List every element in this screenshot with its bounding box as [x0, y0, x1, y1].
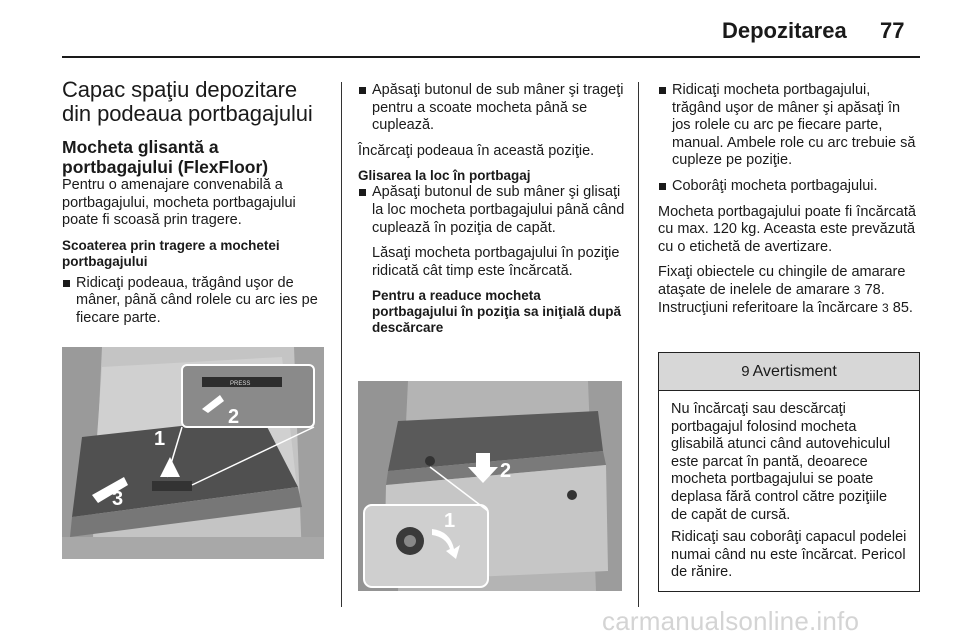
- page-header-title: Depozitarea: [722, 18, 847, 43]
- subsection-title: Mocheta glisantă a portbagajului (FlexFloor): [62, 137, 269, 177]
- figure-label-1: 1: [444, 510, 456, 532]
- list-item-text: Coborâţi mocheta portbagajului.: [672, 177, 878, 194]
- paragraph: Încărcaţi podeaua în această poziţie.: [358, 142, 595, 159]
- page-ref-arrow-icon: 3: [853, 282, 861, 297]
- warning-paragraph: Nu încărcaţi sau descărcaţi portbagajul folosind mocheta glisabilă atunci când autovehiculul este parcat în pantă, deoarece mocheta portbagajului se poate deplasa fără control către poziţiile de capăt de cursă.: [671, 401, 891, 523]
- trunk-floor-illustration: [62, 347, 324, 559]
- column-left: [62, 78, 328, 328]
- paragraph-text: Fixaţi obiectele cu chingile de amarare ataşate de inelele de amarare: [658, 264, 906, 298]
- step-heading: Scoaterea prin tragere a mochetei portbagajului: [62, 237, 280, 269]
- paragraph: Mocheta portbagajului poate fi încărcată cu max. 120 kg. Aceasta este prevăzută cu o etichetă de avertizare.: [658, 203, 916, 255]
- figure-trunk-floor-pullout: [62, 347, 324, 559]
- bullet-icon: [359, 87, 366, 94]
- list-item: [358, 82, 630, 135]
- trunk-floor-reset-illustration: [358, 381, 622, 591]
- column-divider: [341, 82, 342, 607]
- column-middle: [358, 82, 630, 336]
- warning-title: Avertisment: [752, 362, 837, 380]
- figure-label-2: 2: [500, 460, 512, 482]
- bullet-icon: [659, 183, 666, 190]
- warning-body: [659, 391, 919, 582]
- list-item-text: Ridicaţi mocheta portbagajului, trăgând uşor de mâner şi apăsaţi în jos rolele cu arc pe fiecare parte, manual. Ambele role cu arc trebuie să cupleze pe poziţie.: [672, 82, 916, 169]
- section-heading: Glisarea la loc în portbagaj: [358, 168, 531, 184]
- press-badge: PRESS: [230, 381, 251, 387]
- warning-box: [658, 352, 920, 592]
- list-item: [358, 184, 630, 237]
- figure-label-1: 1: [154, 428, 166, 450]
- column-divider: [638, 82, 639, 607]
- list-item-text: Ridicaţi podeaua, trăgând uşor de mâner, până când rolele cu arc ies pe fiecare parte.: [76, 274, 318, 326]
- bullet-icon: [63, 280, 70, 287]
- warning-paragraph: Ridicaţi sau coborâţi capacul podelei numai când nu este încărcat. Pericol de rănire.: [671, 529, 907, 581]
- paragraph-text: .: [908, 299, 913, 316]
- figure-label-3: 3: [112, 488, 124, 510]
- bullet-icon: [659, 87, 666, 94]
- intro-paragraph: Pentru o amenajare convenabilă a portbagajului, mocheta portbagajului poate fi scoasă prin tragere.: [62, 177, 296, 229]
- section-title: Capac spaţiu depozitare din podeaua portbagajului: [62, 77, 313, 126]
- figure-label-2: 2: [228, 406, 240, 428]
- list-item-text: Apăsaţi butonul de sub mâner şi glisaţi la loc mocheta portbagajului până când cuplează în poziţia de capăt.: [372, 184, 625, 236]
- page-ref-link[interactable]: 78: [864, 281, 881, 298]
- list-item-text: Apăsaţi butonul de sub mâner şi trageţi pentru a scoate mocheta până se cuplează.: [372, 82, 624, 134]
- paragraph-with-references: [658, 264, 922, 317]
- page-ref-arrow-icon: 3: [882, 300, 889, 315]
- page-number: 77: [880, 18, 905, 43]
- list-item: [62, 275, 328, 328]
- warning-header: [659, 353, 919, 391]
- warning-triangle-icon: 9: [741, 363, 750, 380]
- paragraph: Lăsaţi mocheta portbagajului în poziţie ridicată cât timp este încărcată.: [372, 245, 620, 279]
- page-ref-link[interactable]: 85: [892, 299, 909, 316]
- bullet-icon: [359, 189, 366, 196]
- figure-trunk-floor-reset: [358, 381, 622, 591]
- watermark: carmanualsonline.info: [602, 606, 860, 636]
- list-item: [658, 178, 922, 196]
- section-heading: Pentru a readuce mocheta portbagajului în poziţia sa iniţială după descărcare: [372, 288, 622, 336]
- paragraph-text: . Instrucţiuni referitoare la încărcare: [658, 281, 885, 316]
- column-right: [658, 82, 922, 317]
- header-rule: [62, 56, 920, 58]
- list-item: [658, 82, 922, 170]
